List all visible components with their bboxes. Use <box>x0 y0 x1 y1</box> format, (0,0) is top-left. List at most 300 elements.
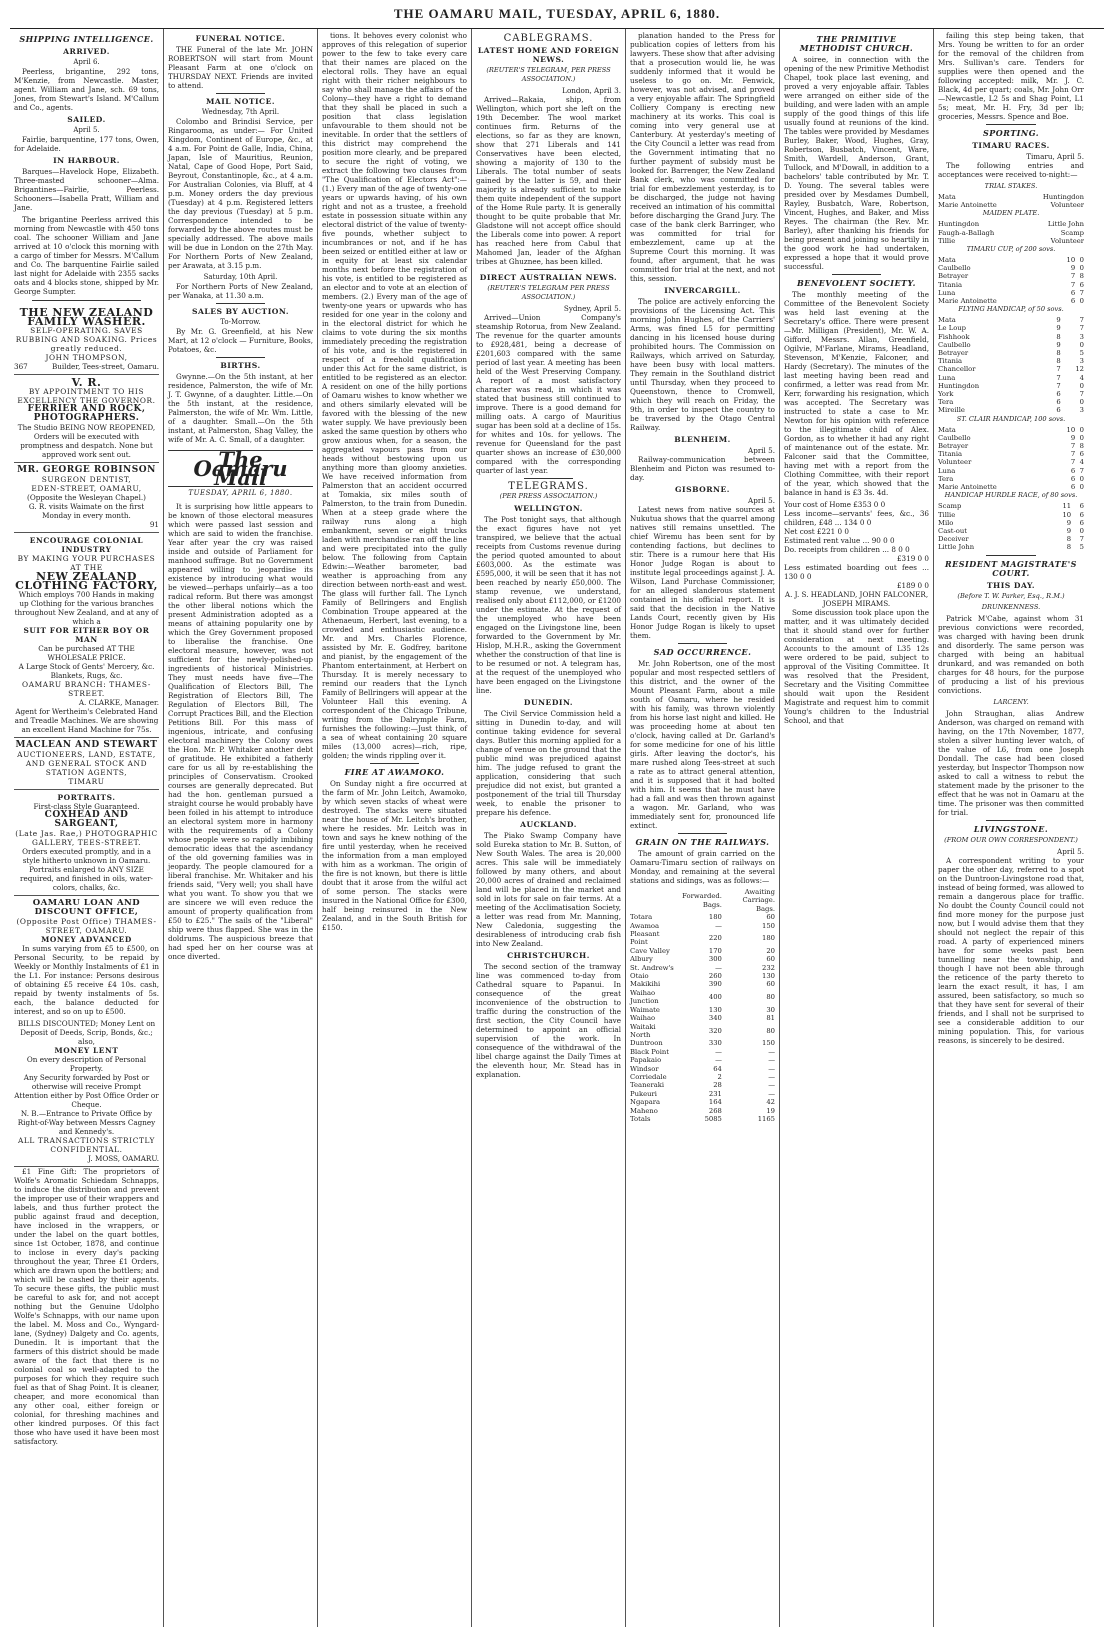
grain-row <box>630 913 775 921</box>
race-weight-row <box>938 374 1084 382</box>
divider <box>986 555 1036 556</box>
weight-pounds: 3 <box>1079 357 1084 366</box>
fire-heading: FIRE AT AWAMOKO. <box>344 767 445 777</box>
ad-coxhead-orders: Orders executed promptly, and in a style hitherto unknown in Oamaru. <box>22 847 151 865</box>
ad-robinson-name: MR. GEORGE ROBINSON <box>17 465 156 475</box>
wellington-text: The Post tonight says, that although the exact figures have not yet transpired, we believe that the actual receipts from Customs revenue during the period quoted amounted to about £603,000. As the estimate was £595,000, it will be seen that it has not been reached by nearly £50,000. The stamp revenue, we understand, realised only about £112,000, or £1200 under the estimate. At the request of the unemployed who have been engaged on the Livingstone line, been forwarded to the Government by Mr. Hislop, M.H.R., asking the Government whether the construction of that line is to be resumed or not. A telegram has, at the request of the unemployed who have been engaged on the Livingstone line. <box>476 515 621 695</box>
weight-pounds: 0 <box>1079 398 1084 407</box>
ad-family-washer <box>14 305 159 375</box>
grain-forwarded: 231 <box>708 1089 722 1098</box>
race-entry: Mata <box>938 193 956 201</box>
grain-station: Waitaki North <box>630 1022 656 1039</box>
race-weight-row <box>938 434 1084 442</box>
gisborne-date: April 5. <box>748 496 775 505</box>
weight-pounds: 6 <box>1079 280 1084 289</box>
ad-robinson-opposite: (Opposite the Wesleyan Chapel.) <box>27 493 146 502</box>
ad-coxhead-name: COXHEAD AND SARGEANT, <box>44 810 129 829</box>
blenheim-date: April 5. <box>748 446 775 455</box>
race-entry-row <box>938 220 1084 228</box>
mail-date: Wednesday, 7th April. <box>201 108 280 116</box>
grain-col-awaiting: Awaiting Carriage. Bags. <box>742 888 775 913</box>
harbour-heading: IN HARBOUR. <box>53 156 120 165</box>
weight-pounds: 7 <box>1079 324 1084 333</box>
grain-station: Albury <box>630 955 653 964</box>
race-weight-row <box>938 502 1084 510</box>
rm-drunkenness: DRUNKENNESS. <box>981 602 1041 611</box>
weight-stone: 9 <box>1056 340 1061 349</box>
dunedin-text: The Civil Service Commission held a sitting in Dunedin to-day, and will continue taking evidence for several days. Butler this morning applied for a change of venue on the ground that the public mind was prejudiced against him. The judge refused to grant the application, considering that such prejudice did not exist, but granted a postponement of the trial till Thursday week, to enable the prisoner to prepare his defence. <box>476 709 621 817</box>
column-4 <box>472 29 626 1627</box>
grain-station: Maheno <box>630 1106 658 1115</box>
grain-awaiting: — <box>768 1072 775 1081</box>
benevolent-text: The monthly meeting of the Committee of the Benevolent Society was held last evening at the Secretary's office. There were present—Mr. Milligan (President), Mr. W. A. Gifford, Messrs. Allan, Greenfield, Ogilvie, M'Farlane, Mirams, Headland, Stevenson, M'Kenzie, Falconer, and Hardy (Secretary). The minutes of the last meeting having been read and confirmed, a letter was read from Mr. Kerr, forwarding his resignation, which was accepted. The Secretary was instructed to state a case to Mr. Newton for his opinion with reference to the illegitimate child of Alex. Gordon, as to whether it had any right of maintenance out of the estate. Mr. Falconer said that the Committee, having met with a report from the Clothing Committee, with their report of the year, which showed that the balance in hand is £3 3s. 4d. <box>784 290 929 497</box>
divider <box>370 763 419 764</box>
race-entry-row <box>938 237 1084 245</box>
sporting-heading: SPORTING. <box>982 128 1040 138</box>
grain-awaiting: — <box>768 1064 775 1073</box>
grain-forwarded: 2 <box>717 1072 722 1081</box>
grain-row <box>630 1081 775 1089</box>
telegrams-agent: (PER PRESS ASSOCIATION.) <box>499 492 598 500</box>
weight-pounds: 5 <box>1079 543 1084 552</box>
weight-stone: 7 <box>1070 280 1076 289</box>
race-entry: Volunteer <box>1050 236 1084 245</box>
grain-station: Papakaio <box>630 1056 662 1065</box>
race-weight-row <box>938 382 1084 390</box>
weight-stone: 6 <box>1056 398 1061 407</box>
ad-nz-manager: A. CLARKE, Manager. <box>78 698 159 707</box>
cablegrams-sub: LATEST HOME AND FOREIGN NEWS. <box>477 46 620 64</box>
rm-court-heading: RESIDENT MAGISTRATE'S COURT. <box>945 558 1077 578</box>
blenheim-heading: BLENHEIM. <box>674 435 731 444</box>
grain-forwarded: 220 <box>708 934 722 943</box>
weight-pounds: 7 <box>1079 288 1084 297</box>
horse-name: Mata <box>938 425 956 434</box>
race-weight-row <box>938 458 1084 466</box>
race-weight-row <box>938 297 1084 305</box>
race-entry-row <box>938 201 1084 209</box>
grain-awaiting: 232 <box>762 963 775 972</box>
mail-heading: MAIL NOTICE. <box>205 97 276 106</box>
race-weight-row <box>938 289 1084 297</box>
horse-name: Marie Antoinette <box>938 483 997 492</box>
grain-awaiting: 60 <box>766 955 775 964</box>
grain-row <box>630 980 775 988</box>
grain-forwarded: 170 <box>708 946 722 955</box>
race-weight-row <box>938 527 1084 535</box>
rm-court-before: (Before T. W. Parker, Esq., R.M.) <box>957 591 1065 600</box>
australian-text: Arrived—Union Company's steamship Rotorua, from New Zealand. The revenue for the quarter amounts to £928,481, being a decrease of £201,603 compared with the same period of last year. A meeting has been held of the West Preserving Company. A report of a most satisfactory character was read, in which it was stated that business still continued to improve. There is a good demand for milling oats. A cargo of Mauritius sugar has been sold at a decline of 15s. for whites and 10s. for yellows. The revenue for Queensland for the past quarter shows an increase of £30,000 compared with the corresponding quarter of last year. <box>476 313 621 475</box>
weight-stone: 10 <box>1066 425 1076 434</box>
horse-name: York <box>938 390 954 399</box>
ad-ferrier-appointment: BY APPOINTMENT TO HIS EXCELLENCY THE GOVERNOR. <box>17 387 156 405</box>
grain-station: Black Point <box>630 1047 669 1056</box>
grain-total-label: Totals <box>630 1114 651 1123</box>
weight-stone: 8 <box>1056 332 1061 341</box>
grain-forwarded: 320 <box>708 1026 722 1035</box>
grain-awaiting: 60 <box>766 980 775 989</box>
explanation-text: planation handed to the Press for publication copies of letters from his lawyers. These show that after advising that a prosecution would lie, he was suddenly informed that it would be useless to go on. Mr. Fenwick, however, was not advised, and proved a very enjoyable affair. The Springfield Colliery Company is erecting new machinery at its works. This coal is coming into very general use at Canterbury. At yesterday's meeting of the City Council a letter was read from the Government intimating that no further payment of subsidy must be looked for. Barrenger, the New Zealand Bank clerk, who was committed for trial for embezzlement yesterday, is to be discharged, the judge not having received an intimation of his committal before discharging the Grand Jury. The case of the bank clerk Barringer, who was committed for trial for embezzlement, came up at the Supreme Court this morning. It was found, after argument, that he was committed for trial at the next, and not this, session. <box>630 31 775 283</box>
race-weight-row <box>938 406 1084 414</box>
weight-pounds: 3 <box>1079 406 1084 415</box>
horse-name: Mata <box>938 316 956 325</box>
race-entry-row <box>938 193 1084 201</box>
weight-stone: 11 <box>1062 502 1072 511</box>
cablegrams-agent: (REUTER'S TELEGRAM, PER PRESS ASSOCIATION.) <box>486 66 611 83</box>
weight-pounds: 6 <box>1079 518 1084 527</box>
grain-intro: The amount of grain carried on the Oamaru-Timaru section of railways on Monday, and remaining at the several stations and sidings, was as follows:— <box>630 849 775 885</box>
race-entry: Huntingdon <box>938 220 980 229</box>
weight-pounds: 5 <box>1079 349 1084 358</box>
weight-pounds: 8 <box>1079 272 1084 281</box>
race-entry: Volunteer <box>1050 201 1084 210</box>
race-weight-row <box>938 281 1084 289</box>
weight-pounds: 12 <box>1075 365 1084 374</box>
benevolent-sum-7: Less estimated boarding out fees ... 130 0 0 <box>784 563 929 581</box>
race-weight-row <box>938 398 1084 406</box>
ad-nz-agent: Agent for Wertheim's Celebrated Hand and Treadle Machines. We are showing an excellent Hand Machine for 75s. <box>14 707 159 734</box>
race-weight-row <box>938 511 1084 519</box>
horse-name: Fishhook <box>938 332 970 341</box>
ad-loan-office <box>14 896 159 1167</box>
shipping-heading: SHIPPING INTELLIGENCE. <box>19 34 154 44</box>
ad-loan-title: OAMARU LOAN AND DISCOUNT OFFICE, <box>32 898 141 917</box>
grain-row <box>630 1107 775 1115</box>
grain-row <box>630 930 775 947</box>
weight-stone: 7 <box>1070 442 1076 451</box>
divider <box>986 124 1036 125</box>
timaru-cup-rows <box>938 256 1084 305</box>
ad-nz-suit: SUIT FOR EITHER BOY OR MAN <box>23 626 150 644</box>
race-weight-row <box>938 467 1084 475</box>
grain-forwarded: 330 <box>708 1039 722 1048</box>
grain-row <box>630 1056 775 1064</box>
gisborne-heading: GISBORNE. <box>675 485 730 494</box>
grain-col-forwarded: Forwarded. Bags. <box>682 892 722 909</box>
grain-awaiting: 30 <box>766 1005 775 1014</box>
ad-loan-bills: BILLS DISCOUNTED; Money Lent on Deposit of Deeds, Scrip, Bonds, &c.; also, <box>17 1019 156 1046</box>
horse-name: Luna <box>938 288 956 297</box>
ad-coxhead-portraits: PORTRAITS. <box>57 793 116 802</box>
invercargill-text: The police are actively enforcing the provisions of the Licensing Act. This morning John Hughes, of the Carriers' Arms, was fined L5 for permitting dancing in his licensed house during prohibited hours. The Commission on Railways, which arrived on Saturday, have been busy with local matters. They remain in the Southland district until Thursday, when they proceed to Queenstown, thence to Cromwell, which they will reach on Friday, the 9th, in order to inspect the country to be traversed by the Otago Central Railway. <box>630 297 775 432</box>
rm-court-text: Patrick M'Cabe, against whom 31 previous convictions were recorded, was charged with having been drunk and disorderly. The same person was charged with being an habitual drunkard, and was remanded on both charges for 48 hours, for the purpose of producing a list of his previous convictions. <box>938 613 1084 695</box>
grain-forwarded: 268 <box>708 1106 722 1115</box>
grain-total-forwarded: 5085 <box>704 1114 722 1123</box>
horse-name: Volunteer <box>938 458 972 467</box>
ad-loan-address: (Opposite Post Office) THAMES-STREET, OAMARU. <box>16 917 157 935</box>
rm-court-sub: THIS DAY. <box>986 580 1036 590</box>
race-weight-row <box>938 349 1084 357</box>
ad-loan-property: On every description of Personal Property. <box>26 1055 147 1073</box>
weight-pounds: 8 <box>1079 442 1084 451</box>
weight-stone: 7 <box>1070 458 1076 467</box>
ad-vr: V. R. <box>71 376 102 389</box>
weight-pounds: 3 <box>1079 332 1084 341</box>
horse-name: Caulbello <box>938 340 971 349</box>
race-entry: Scamp <box>1060 228 1084 237</box>
rm-larceny: LARCENY. <box>993 697 1029 706</box>
weight-stone: 7 <box>1070 272 1076 281</box>
race-weight-row <box>938 543 1084 551</box>
fire-text: On Sunday night a fire occurred at the farm of Mr. John Leitch, Awamoko, by which seven stacks of wheat were destroyed. The stacks were situated near the house of Mr. Leitch's brother, where he resides. Mr. Leitch was in town and says he knew nothing of the fire until yesterday, when he received the information from a man employed with him as a workman. The origin of the fire is not known, but there is little doubt that it arose from the wilful act of some person. The stacks were insured in the National Office for £300, half being reinsured in the New Zealand, and in the South British for £150. <box>322 779 467 932</box>
horse-name: Betrayer <box>938 272 969 281</box>
horse-name: Little John <box>938 543 975 552</box>
arrived-date: April 6. <box>73 58 100 66</box>
weight-pounds: 4 <box>1079 458 1084 467</box>
grain-table <box>630 888 775 1123</box>
grain-forwarded: 64 <box>713 1064 722 1073</box>
maiden-plate-heading: MAIDEN PLATE. <box>982 209 1040 218</box>
race-weight-row <box>938 357 1084 365</box>
benevolent-sum-2: Less income—servants' fees, &c., 36 children, £48 ... 134 0 0 <box>784 509 929 527</box>
weight-pounds: 6 <box>1079 510 1084 519</box>
weight-stone: 8 <box>1066 543 1072 552</box>
ad-loan-security: Any Security forwarded by Post or otherwise will receive Prompt Attention either by Post Office Order or Cheque. <box>14 1073 159 1109</box>
telegrams-heading: TELEGRAMS. <box>508 481 589 492</box>
weight-pounds: 0 <box>1079 483 1084 492</box>
ad-ferrier-name: FERRIER AND ROCK, PHOTOGRAPHERS. <box>27 404 146 423</box>
grain-awaiting: — <box>768 1047 775 1056</box>
timaru-cup-heading: TIMARU CUP, of 200 sovs. <box>966 245 1056 254</box>
horse-name: Cast-out <box>938 526 967 535</box>
editorial-text: It is surprising how little appears to be known of those electoral measures which were passed last session and which are said to widen the franchise. Year after year the cry was raised inside and outside of Parliament for manhood suffrage. But no Government appeared willing to jeopardise its existence by introducing what would be viewed—perhaps unfairly—as a too radical reform. But there was amongst the other liberal notions which the present Administration adopted as a means of attaining popularity one by which the Grey Government proposed to liberalise the franchise. One electoral measure, however, was not sufficient for the newly-polished-up ingredients of historical Ministries. They must needs have five—The Qualification of Electors Bill, The Registration of Electors Bill, The Regulation of Electors Bill, The Corrupt Practices Bill, and the Election Petitions Bill. For this mass of ingenious, intricate, and confusing electoral machinery the Colony owes the Hon. Mr. P. Whitaker another debt of gratitude. He exhibited a fatherly care for us all by re-establishing the principles of Conservatism. Crooked courses are generally deprecated. But had the hon. gentleman pursued a straight course he would probably have been foiled in his attempt to introduce an electoral system more in harmony with the requirements of a Colony whose people were so rapidly imbibing democratic ideas that the ascendancy of the old governing families was in jeopardy. The people clamoured for a liberal franchise. Mr. Whitaker and his friends said, "Very well; you shall have what you want. To show you that we are sincere we will even reduce the amount of property qualification from £50 to £25." The sails of the "Liberal" ship were thus flapped. She was in the doldrums. The auspicious breeze that had sped her on her course was at once diverted. <box>168 502 313 961</box>
column-1 <box>10 29 164 1627</box>
weight-pounds: 7 <box>1079 535 1084 544</box>
st-clair-heading: ST. CLAIR HANDICAP, 100 sovs. <box>956 414 1066 423</box>
divider <box>678 833 727 834</box>
grain-station: St. Andrew's <box>630 963 674 972</box>
race-weight-row <box>938 333 1084 341</box>
maiden-plate-rows <box>938 220 1084 245</box>
race-weight-row <box>938 475 1084 483</box>
race-weight-row <box>938 426 1084 434</box>
weight-stone: 9 <box>1056 324 1061 333</box>
weight-pounds: 6 <box>1079 502 1084 511</box>
weight-stone: 6 <box>1056 406 1061 415</box>
divider <box>216 303 265 304</box>
weight-stone: 6 <box>1070 466 1076 475</box>
column-2 <box>164 29 318 1627</box>
grain-forwarded: 130 <box>708 1005 722 1014</box>
christchurch-heading: CHRISTCHURCH. <box>507 951 590 960</box>
column-3 <box>318 29 472 1627</box>
ad-loan-lent: MONEY LENT <box>54 1046 119 1055</box>
ad-coxhead-enlarged: Portraits enlarged to ANY SIZE required, and finished in oils, water-colors, chalks, &c. <box>20 865 153 892</box>
dunedin-heading: DUNEDIN. <box>523 698 574 707</box>
australian-agent: (REUTER'S TELEGRAM PER PRESS ASSOCIATION.) <box>487 284 610 301</box>
grain-total-awaiting: 1165 <box>757 1114 775 1123</box>
sailed-text: Fairlie, barquentine, 177 tons, Owen, for Adelaide. <box>14 135 159 153</box>
benevolent-sum-1: Your cost of Home £353 0 0 <box>784 500 886 509</box>
race-entry-row <box>938 229 1084 237</box>
horse-name: Huntingdon <box>938 381 980 390</box>
divider <box>524 269 573 270</box>
weight-stone: 9 <box>1070 264 1076 273</box>
race-weight-row <box>938 442 1084 450</box>
race-weight-row <box>938 519 1084 527</box>
grain-awaiting: 80 <box>766 1026 775 1035</box>
benevolent-sum-3: Net cost £221 0 0 <box>784 527 849 536</box>
race-weight-row <box>938 341 1084 349</box>
livingstone-sub: (FROM OUR OWN CORRESPONDENT.) <box>944 835 1078 844</box>
grain-forwarded: 164 <box>708 1098 722 1107</box>
grain-station: Pukeuri <box>630 1089 657 1098</box>
grain-awaiting: 150 <box>762 1039 775 1048</box>
grain-forwarded: — <box>715 1047 722 1056</box>
ad-loan-entrance: N. B.—Entrance to Private Office by Right-of-Way between Messrs Cagney and Kennedy's. <box>17 1109 156 1136</box>
christchurch-text: The second section of the tramway line was commenced to-day from Cathedral square to Papanui. In consequence of the great inconvenience of the obstruction to traffic during the construction of the first section, the City Council have determined to appoint an official supervision of the work. In consequence of the withdrawal of the libel charge against the Daily Times at the eleventh hour, Mr. Stead has in explanation. <box>476 962 621 1079</box>
divider <box>678 643 727 644</box>
horse-name: Titania <box>938 280 963 289</box>
benevolent-heading: BENEVOLENT SOCIETY. <box>797 278 916 288</box>
grain-station: Waihao Junction <box>630 988 659 1006</box>
weight-stone: 9 <box>1056 316 1061 325</box>
weight-stone: 7 <box>1070 450 1076 459</box>
weight-stone: 8 <box>1066 535 1072 544</box>
divider <box>216 357 265 358</box>
grain-heading: GRAIN ON THE RAILWAYS. <box>635 837 770 847</box>
weight-pounds: 7 <box>1079 316 1084 325</box>
arrived-heading: ARRIVED. <box>63 47 110 56</box>
grain-awaiting: 42 <box>766 1098 775 1107</box>
weight-stone: 7 <box>1056 365 1061 374</box>
grain-row <box>630 1048 775 1056</box>
benevolent-sum-4: Estimated rent value ... 90 0 0 <box>784 536 895 545</box>
horse-name: Deceiver <box>938 535 969 544</box>
weight-pounds: 6 <box>1079 450 1084 459</box>
horse-name: Luna <box>938 373 956 382</box>
ad-loan-sign: J. MOSS, OAMARU. <box>88 1154 159 1163</box>
editorial-continued: tions. It behoves every colonist who approves of this relegation of superior power to the few to take every care that their names are placed on the electoral rolls. They have an equal right with their richer neighbours to say who shall manage the affairs of the Colony—they have a right to demand that they shall be placed in such a position that class legislation unfavourable to them should not be inevitable. In order that the settlers of this district may comprehend the position more clearly, and be prepared to secure the right of voting, we extract the following two clauses from "The Qualification of Electors Act":— (1.) Every man of the age of twenty-one years or upwards having, of his own right and not as a trustee, a freehold estate in possession situate within any electoral district of the value of twenty-five pounds, whether subject to incumbrances or not, and if he has been seized or entitled either at law or in equity for at least six calendar months next before the registration of his vote, is entitled to be registered as an elector and to vote at an election of members. (2.) Every man of the age of twenty-one years or upwards who has resided for one year in the colony and in the electoral district for which he claims to vote during the six months immediately preceding the registration of his vote, and is the registered in respect of a freehold qualification under this Act for the same district, is entitled to be registered as an elector. A resident on one of the hilly portions of Oamaru wishes to know whether we and others similarly elevated will be favored with the blessing of the new water supply. We have previously been asked the same question by others who grow anxious when, for a season, the aggregated vapours pass from our heads without bestowing upon us anything more than gloomy anxieties. We have received information from Palmerston that an accident occurred at Tomakia, six miles south of Palmerston, to the train from Dunedin. When at a steep grade where the railway runs along a high embankment, seven or eight trucks laden with merchandise ran off the line and were precipitated into the gully below. The following from Captain Edwin:—Weather barometer, bad weather is approaching from any direction between north-east and west. The glass will further fall. The Lynch Family of Bellringers and English Combination Troupe appeared at the Athenaeum, Herbert, last evening, to a crowded and enthusiastic audience. Mr. and Mrs. Charles Florence, assisted by Mr. E. Godfrey, baritone and pianist, by the engagement of the Phantom entertainment, at Herbert on Thursday. It is merely necessary to remind our readers that the Lynch Family of Bellringers will appear at the Volunteer Hall this evening. A correspondent of the Chicago Tribune, writing from the Dalrymple Farm, furnishes the following:—Just think, of a sea of wheat containing 20 square miles (13,000 acres)—rich, ripe, golden; the winds rippling over it. <box>322 31 467 760</box>
race-weight-row <box>938 390 1084 398</box>
race-weight-row <box>938 450 1084 458</box>
grain-station: Pleasant Point <box>630 930 660 947</box>
horse-name: Mireille <box>938 406 965 415</box>
weight-stone: 7 <box>1056 373 1061 382</box>
horse-name: Titania <box>938 450 963 459</box>
australian-loc: Sydney, April 5. <box>563 304 621 313</box>
grain-awaiting: 180 <box>762 934 775 943</box>
grain-awaiting: — <box>768 1081 775 1090</box>
grain-row <box>630 1039 775 1047</box>
ad-washer-name: JOHN THOMPSON, <box>45 353 128 362</box>
grain-station: Ngapara <box>630 1098 661 1107</box>
divider <box>986 820 1036 821</box>
weight-stone: 9 <box>1066 518 1072 527</box>
ad-robinson-num: 91 <box>149 520 159 529</box>
horse-name: Betrayer <box>938 349 969 358</box>
weight-pounds: 4 <box>1079 373 1084 382</box>
ad-loan-terms: In sums varying from £5 to £500, on Personal Security, to be repaid by Weekly or Monthly Instalments of £1 in the L1. For instance: Persons desirous of obtaining £5 receive £4 10s. cash, repaid by twenty instalments of 5s. each, the balance deducted for interest, and so on up to £500. <box>14 944 159 1016</box>
ad-nz-making: BY MAKING YOUR PURCHASES AT THE <box>17 554 156 572</box>
timaru-races-intro: The following entries and acceptances were received to-night:— <box>938 161 1084 179</box>
mail-text: Colombo and Brindisi Service, per Ringarooma, as under:— For United Kingdom, Continent of Europe, &c., at 4 a.m. For Point de Galle, India, China, Japan, Isle of Mauritius, Reunion, Natal, Cape of Good Hope, Port Said, Beyrout, Constantinople, &c., at 4 a.m. For Australian Colonies, via Bluff, at 4 p.m. Money orders the day previous (Tuesday) at 4 p.m. Registered letters the day previous (Tuesday) at 5 p.m. Correspondence intended to be forwarded by the above routes must be specially addressed. The above mails will be due in London on the 27th May. For Northern Ports of New Zealand, per Arawata, at 3.15 p.m. <box>168 117 313 270</box>
ad-wolfe: £1 Fine Gift: The proprietors of Wolfe's Aromatic Schiedam Schnapps, to induce the distribution and prevent the improper use of their wrappers and labels, and thus further protect the public against fraud and deception, have inclosed in the wrappers, or under the label on the quart bottles, since 1st October, 1878, and continue to inclose in every day's packing throughout the year, Three £1 Orders, which are drawn upon the bottlers; and which will be cashed by their agents. To secure these gifts, the public must be careful to ask for, and not accept nothing but the Genuine Udolpho Wolfe's Schnapps, with our name upon the label. M. Moss and Co., Wyngard-lane, (Sydney) Dalgety and Co. agents, Dunedin. It is important that the farmers of this district should be made aware of the fact that there is no colonial coal so well-adapted to the purposes for which they require such fuel as that of Shag Point. It is cleaner, cheaper, and more economical than any other coal, either foreign or colonial, for threshing machines and other kindred purposes. Of this fact those who have used it have been most satisfactory. <box>14 1167 159 1446</box>
funeral-heading: FUNERAL NOTICE. <box>195 34 286 43</box>
divider <box>832 274 881 275</box>
horse-name: Caulbello <box>938 264 971 273</box>
timaru-races-heading: TIMARU RACES. <box>972 141 1050 150</box>
ad-robinson-title: SURGEON DENTIST, <box>41 475 132 484</box>
horse-name: Tera <box>938 398 954 407</box>
weight-pounds: 0 <box>1079 297 1084 306</box>
benevolent-sum-5: Do. receipts from children ... 8 0 0 <box>784 545 910 554</box>
weight-stone: 10 <box>1066 256 1076 265</box>
grain-station: Duntroon <box>630 1039 663 1048</box>
race-entry: Tillie <box>938 236 956 245</box>
horse-name: Scamp <box>938 502 962 511</box>
weight-stone: 6 <box>1070 297 1076 306</box>
grain-station: Windsor <box>630 1064 659 1073</box>
grain-row <box>630 1006 775 1014</box>
grain-row <box>630 1098 775 1106</box>
harbour-text: Barques—Havelock Hope, Elizabeth. Three-masted schooner—Alma. Brigantines—Fairlie, Peerless. Schooners—Isabella Pratt, William and Jane. <box>14 167 159 212</box>
grain-row <box>630 947 775 955</box>
grain-awaiting: 130 <box>762 972 775 981</box>
grain-forwarded: 340 <box>708 1014 722 1023</box>
ad-washer-title: THE NEW ZEALAND FAMILY WASHER. <box>19 306 154 328</box>
ad-nz-clothing <box>14 533 159 738</box>
grain-station: Waihao <box>630 1014 656 1023</box>
livingstone-text: A correspondent writing to your paper the other day, referred to a spot on the Duntroon-Livingstone road that, instead of being formed, was allowed to remain a dangerous place for traffic. No doubt the County Council could not find more money for the purpose just now, but I would advise them that they should not neglect the repair of this road. A party of experienced miners have for some weeks past been tunnelling near the township, and though I have not been able through the reticence of the party thereto to learn the exact result, it has, I am assured, been satisfactory, so much so that they have sent for several of their friends, and I shall not be surprised to see a considerable addition to our mining population. This, for various reasons, is sincerely to be desired. <box>938 855 1084 1045</box>
invercargill-heading: INVERCARGILL. <box>664 286 741 295</box>
race-weight-row <box>938 264 1084 272</box>
livingstone-heading: LIVINGSTONE. <box>973 823 1049 834</box>
harbour-para: The brigantine Peerless arrived this morning from Newcastle with 450 tons coal. The schooner William and Jane arrived at 10 o'clock this morning with a cargo of timber for Messrs. M'Callum and Co. The barquentine Fairlie sailed last night for Adelaide with 2355 sacks oats and 4 blocks stone, shipped by Mr. George Sumpter. <box>14 215 159 296</box>
horse-name: Tillie <box>938 510 956 519</box>
grain-total-row <box>630 1115 775 1123</box>
running-head <box>10 6 1104 29</box>
race-weight-row <box>938 272 1084 280</box>
horse-name: Titania <box>938 357 963 366</box>
weight-pounds: 7 <box>1079 466 1084 475</box>
ad-nz-branch: OAMARU BRANCH: THAMES-STREET. <box>22 680 151 698</box>
weight-stone: 6 <box>1070 483 1076 492</box>
race-weight-row <box>938 256 1084 264</box>
column-7 <box>934 29 1088 1627</box>
grain-awaiting: 20 <box>766 946 775 955</box>
horse-name: Chancellor <box>938 365 976 374</box>
race-entry: Faugh-a-Ballagh <box>938 228 995 237</box>
running-head-title: THE OAMARU MAIL, TUESDAY, APRIL 6, 1880. <box>393 6 721 21</box>
weight-pounds: 0 <box>1079 433 1084 442</box>
grain-row <box>630 989 775 1006</box>
divider <box>216 93 265 94</box>
weight-stone: 10 <box>1062 510 1072 519</box>
grain-awaiting: 80 <box>766 993 775 1002</box>
ad-coxhead <box>14 790 159 896</box>
grain-station: Teaneraki <box>630 1081 665 1090</box>
grain-forwarded: 390 <box>708 980 722 989</box>
ad-nz-wholesale: Can be purchased AT THE WHOLESALE PRICE. <box>38 644 135 662</box>
grain-station: Makikihi <box>630 980 661 989</box>
ad-washer-body: SELF-OPERATING. SAVES RUBBING AND SOAKING. Prices greatly reduced. <box>15 326 158 353</box>
grain-station: Otaio <box>630 972 649 981</box>
paper-date: TUESDAY, APRIL 6, 1880. <box>188 489 293 497</box>
benevolent-after: Some discussion took place upon the matter, and it was ultimately decided that it should stand over for further consideration at next meeting. Accounts to the amount of L35 12s were ordered to be paid, subject to approval of the Visiting Committee. It was resolved that the President, Secretary and the Visiting Committee should wait upon the Resident Magistrate and request him to commit Young's children to the Industrial School, and that <box>784 608 929 725</box>
grain-awaiting: 150 <box>762 921 775 930</box>
grain-awaiting: 81 <box>766 1014 775 1023</box>
timaru-races-date: Timaru, April 5. <box>1026 152 1084 161</box>
hurdle-heading: HANDICAP HURDLE RACE, of 80 sovs. <box>944 491 1078 500</box>
grain-row <box>630 964 775 972</box>
trial-stakes-rows <box>938 193 1084 209</box>
weight-stone: 6 <box>1070 288 1076 297</box>
ad-robinson-street: EDEN-STREET, OAMARU, <box>31 484 142 493</box>
race-entry: Little John <box>1047 220 1084 229</box>
race-entry: Marie Antoinette <box>938 201 997 210</box>
sales-sub: To-Morrow. <box>220 318 261 326</box>
